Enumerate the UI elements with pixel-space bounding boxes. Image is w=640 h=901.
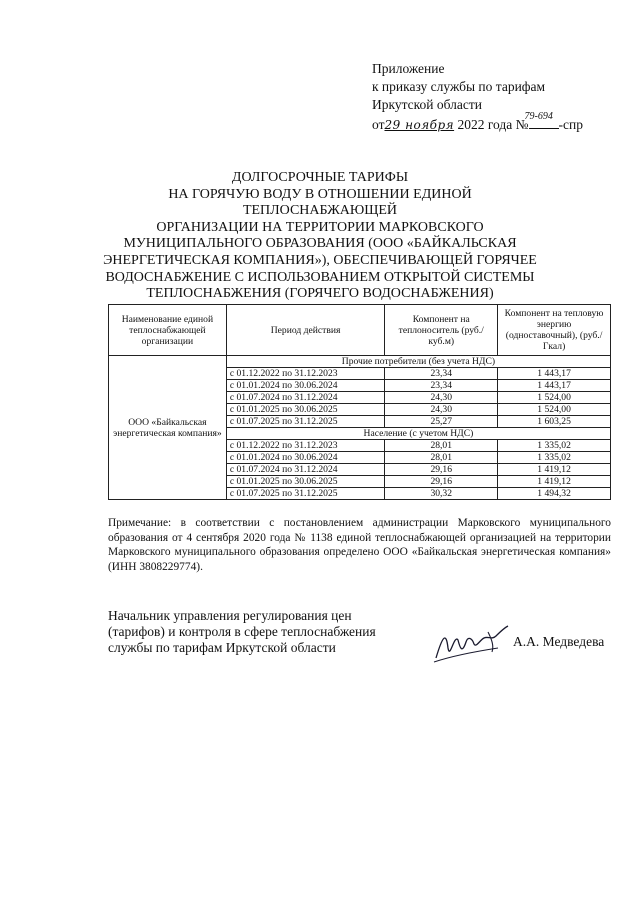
appendix-line: к приказу службы по тарифам <box>372 79 546 94</box>
energy-cell: 1 419,12 <box>498 476 611 488</box>
date-prefix: от <box>372 117 385 132</box>
year-text: 2022 года № <box>457 117 529 132</box>
org-name-cell: ООО «Байкальская энергетическая компания» <box>109 356 227 500</box>
appendix-block <box>372 60 622 134</box>
handwritten-date: 29 ноября <box>384 118 455 132</box>
carrier-cell: 28,01 <box>385 452 498 464</box>
energy-cell: 1 443,17 <box>498 368 611 380</box>
appendix-line: Иркутской области <box>372 97 483 112</box>
energy-cell: 1 494,32 <box>498 488 611 500</box>
carrier-cell: 29,16 <box>385 476 498 488</box>
carrier-cell: 30,32 <box>385 488 498 500</box>
appendix-date-line <box>372 111 622 134</box>
period-cell: с 01.12.2022 по 31.12.2023 <box>226 440 385 452</box>
carrier-cell: 23,34 <box>385 368 498 380</box>
handwritten-order-number: 79-694 <box>529 114 559 129</box>
energy-cell: 1 524,00 <box>498 392 611 404</box>
energy-cell: 1 335,02 <box>498 440 611 452</box>
carrier-cell: 28,01 <box>385 440 498 452</box>
carrier-cell: 29,16 <box>385 464 498 476</box>
carrier-cell: 25,27 <box>385 416 498 428</box>
energy-cell: 1 524,00 <box>498 404 611 416</box>
energy-cell: 1 335,02 <box>498 452 611 464</box>
energy-cell: 1 603,25 <box>498 416 611 428</box>
title-line: ОРГАНИЗАЦИИ НА ТЕРРИТОРИИ МАРКОВСКОГО <box>156 219 484 235</box>
header-carrier: Компонент на теплоноситель (руб./куб.м) <box>385 305 498 356</box>
order-suffix: -спр <box>558 117 583 132</box>
title-line: ВОДОСНАБЖЕНИЕ С ИСПОЛЬЗОВАНИЕМ ОТКРЫТОЙ СИСТЕМЫ <box>105 269 535 285</box>
signatory-line: Начальник управления регулирования цен <box>108 608 352 623</box>
period-cell: с 01.01.2024 по 30.06.2024 <box>226 452 385 464</box>
document-title <box>100 170 540 303</box>
period-cell: с 01.01.2024 по 30.06.2024 <box>226 380 385 392</box>
period-cell: с 01.01.2025 по 30.06.2025 <box>226 476 385 488</box>
group-label: Население (с учетом НДС) <box>226 428 610 440</box>
header-org: Наименование единой теплоснабжающей организации <box>109 305 227 356</box>
period-cell: с 01.12.2022 по 31.12.2023 <box>226 368 385 380</box>
note-paragraph: Примечание: в соответствии с постановлением администрации Марковского муниципального образования от 4 сентября 2020 года № 1138 единой теплоснабжающей организацией на территории Марковского муниципального образования определено ООО «Байкальская энергетическая компания» (ИНН 3808229774). <box>108 517 611 573</box>
period-cell: с 01.07.2025 по 31.12.2025 <box>226 488 385 500</box>
period-cell: с 01.07.2024 по 31.12.2024 <box>226 464 385 476</box>
title-line: ДОЛГОСРОЧНЫЕ ТАРИФЫ <box>231 170 409 185</box>
title-line: ТЕПЛОСНАБЖЕНИЯ (ГОРЯЧЕГО ВОДОСНАБЖЕНИЯ) <box>146 286 494 302</box>
header-energy: Компонент на тепловую энергию (одноставочный), (руб./Гкал) <box>498 305 611 356</box>
title-line: НА ГОРЯЧУЮ ВОДУ В ОТНОШЕНИИ ЕДИНОЙ ТЕПЛОСНАБЖАЮЩЕЙ <box>168 186 472 219</box>
signatory-line: службы по тарифам Иркутской области <box>108 640 336 655</box>
tariffs-table <box>108 304 611 500</box>
appendix-line: Приложение <box>372 61 445 76</box>
carrier-cell: 24,30 <box>385 404 498 416</box>
table-header-row <box>109 305 611 356</box>
energy-cell: 1 443,17 <box>498 380 611 392</box>
carrier-cell: 24,30 <box>385 392 498 404</box>
period-cell: с 01.01.2025 по 30.06.2025 <box>226 404 385 416</box>
signer-name: А.А. Медведева <box>513 634 605 649</box>
energy-cell: 1 419,12 <box>498 464 611 476</box>
group-label: Прочие потребители (без учета НДС) <box>226 356 610 368</box>
title-line: МУНИЦИПАЛЬНОГО ОБРАЗОВАНИЯ (ООО «БАЙКАЛЬСКАЯ <box>123 236 517 252</box>
title-line: ЭНЕРГЕТИЧЕСКАЯ КОМПАНИЯ»), ОБЕСПЕЧИВАЮЩЕЙ ГОРЯЧЕЕ <box>103 252 537 268</box>
header-period: Период действия <box>226 305 385 356</box>
signatory-title <box>108 608 428 656</box>
signatory-line: (тарифов) и контроля в сфере теплоснабжения <box>108 624 376 639</box>
carrier-cell: 23,34 <box>385 380 498 392</box>
handwritten-signature <box>432 618 512 668</box>
period-cell: с 01.07.2025 по 31.12.2025 <box>226 416 385 428</box>
period-cell: с 01.07.2024 по 31.12.2024 <box>226 392 385 404</box>
group-row <box>109 356 611 368</box>
